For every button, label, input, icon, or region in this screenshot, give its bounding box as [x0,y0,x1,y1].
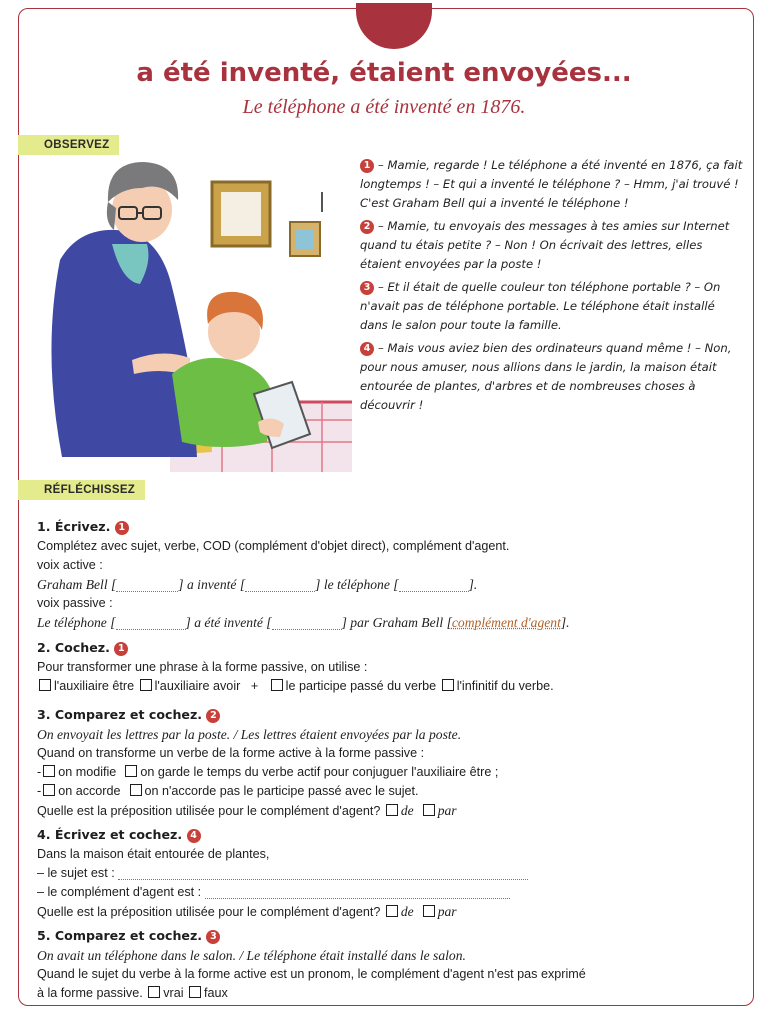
exercise-4-preposition: Quelle est la préposition utilisée pour le complément d'agent? de par [37,904,457,919]
voix-active-line: Graham Bell [ ] a inventé [ ] le téléphone [ ]. [37,577,478,592]
voix-passive-label: voix passive : [37,596,113,610]
checkbox-de[interactable] [386,905,398,917]
exercise-5-answer: à la forme passive. vrai faux [37,986,228,1000]
dialogue-block-3: 3 – Et il était de quelle couleur ton téléphone portable ? – On n'avait pas de téléphone portable. Le téléphone était installé dans le salon pour toute la famille. [360,280,721,332]
checkbox-on-n-accorde-pas[interactable] [130,784,142,796]
exercise-4-sujet: – le sujet est : [37,864,737,883]
exercise-4-heading: 4. Écrivez et cochez. [37,827,183,842]
observez-label: OBSERVEZ [18,135,119,155]
dialogue-block-4: 4 – Mais vous aviez bien des ordinateurs quand même ! – Non, pour nous amuser, nous allions dans le jardin, la maison était entourée de plantes, d'arbres et de nombreuses choses à découvrir ! [360,341,732,412]
exercise-3-preposition: Quelle est la préposition utilisée pour le complément d'agent? de par [37,803,457,818]
exercise-5-statement: Quand le sujet du verbe à la forme active est un pronom, le complément d'agent n'est pas exprimé [37,967,586,981]
sujet-answer-line[interactable] [118,868,528,880]
checkbox-vrai[interactable] [148,986,160,998]
number-badge: 1 [360,159,374,173]
complement-agent-answer: complément d'agent [451,615,561,630]
exercise-5-example: On avait un téléphone dans le salon. / Le téléphone était installé dans le salon. [37,948,466,963]
exercise-3-row-2: - on accorde on n'accorde pas le participe passé avec le sujet. [37,784,419,798]
exercise-4 [37,825,737,922]
checkbox-on-accorde[interactable] [43,784,55,796]
checkbox-de[interactable] [386,804,398,816]
number-badge: 2 [360,220,374,234]
exercise-4-agent: – le complément d'agent est : [37,883,737,902]
exercise-2-question: Pour transformer une phrase à la forme passive, on utilise : [37,660,368,674]
checkbox-faux[interactable] [189,986,201,998]
exercise-4-sentence: Dans la maison était entourée de plantes, [37,847,270,861]
agent-answer-line[interactable] [205,887,510,899]
blank-subject-active[interactable] [116,580,178,592]
exercise-1 [37,517,737,632]
page-subtitle: Le téléphone a été inventé en 1876. [242,96,526,118]
number-badge: 4 [360,342,374,356]
exercise-3-example: On envoyait les lettres par la poste. / Les lettres étaient envoyées par la poste. [37,727,462,742]
number-badge: 4 [187,829,201,843]
checkbox-on-modifie[interactable] [43,765,55,777]
exercise-5-heading: 5. Comparez et cochez. [37,928,203,943]
reflechissez-label: RÉFLÉCHISSEZ [18,480,145,500]
checkbox-auxiliaire-etre[interactable] [39,679,51,691]
number-badge: 3 [206,930,220,944]
exercise-2-heading: 2. Cochez. [37,640,110,655]
checkbox-on-garde[interactable] [125,765,137,777]
exercise-3-row-1: - on modifie on garde le temps du verbe actif pour conjuguer l'auxiliaire être ; [37,765,499,779]
checkbox-infinitif[interactable] [442,679,454,691]
voix-active-label: voix active : [37,558,103,572]
exercise-2 [37,638,737,696]
blank-verb-passive[interactable] [272,618,342,630]
voix-passive-line: Le téléphone [ ] a été inventé [ ] par Graham Bell [complément d'agent]. [37,615,570,630]
number-badge: 1 [115,521,129,535]
grandmother-boy-illustration [22,152,352,472]
dialogue-block-2: 2 – Mamie, tu envoyais des messages à tes amies sur Internet quand tu étais petite ? – Non ! On écrivait des lettres, elles étaient envoyées par la poste ! [360,219,730,271]
dialogue-block-1: 1 – Mamie, regarde ! Le téléphone a été inventé en 1876, ça fait longtemps ! – Et qui a inventé le téléphone ? – Hmm, j'ai trouvé ! C'est Graham Bell qui a inventé le téléphone ! [360,158,743,210]
checkbox-auxiliaire-avoir[interactable] [140,679,152,691]
exercise-3-question: Quand on transforme un verbe de la forme active à la forme passive : [37,746,425,760]
exercise-2-options: l'auxiliaire être l'auxiliaire avoir + le participe passé du verbe l'infinitif du verbe. [37,677,737,696]
blank-verb-active[interactable] [245,580,315,592]
exercise-3-heading: 3. Comparez et cochez. [37,707,203,722]
blank-cod-active[interactable] [399,580,469,592]
exercise-1-instruction: Complétez avec sujet, verbe, COD (complément d'objet direct), complément d'agent. [37,539,510,553]
exercise-3 [37,705,737,821]
dialogue-text [360,156,745,419]
exercise-5 [37,926,737,1003]
page-title: a été inventé, étaient envoyées... [136,58,632,88]
number-badge: 1 [114,642,128,656]
number-badge: 2 [206,709,220,723]
number-badge: 3 [360,281,374,295]
checkbox-par[interactable] [423,804,435,816]
top-tab-decoration [356,3,432,49]
checkbox-par[interactable] [423,905,435,917]
blank-subject-passive[interactable] [116,618,186,630]
checkbox-participe-passe[interactable] [271,679,283,691]
exercise-1-heading: 1. Écrivez. [37,519,111,534]
